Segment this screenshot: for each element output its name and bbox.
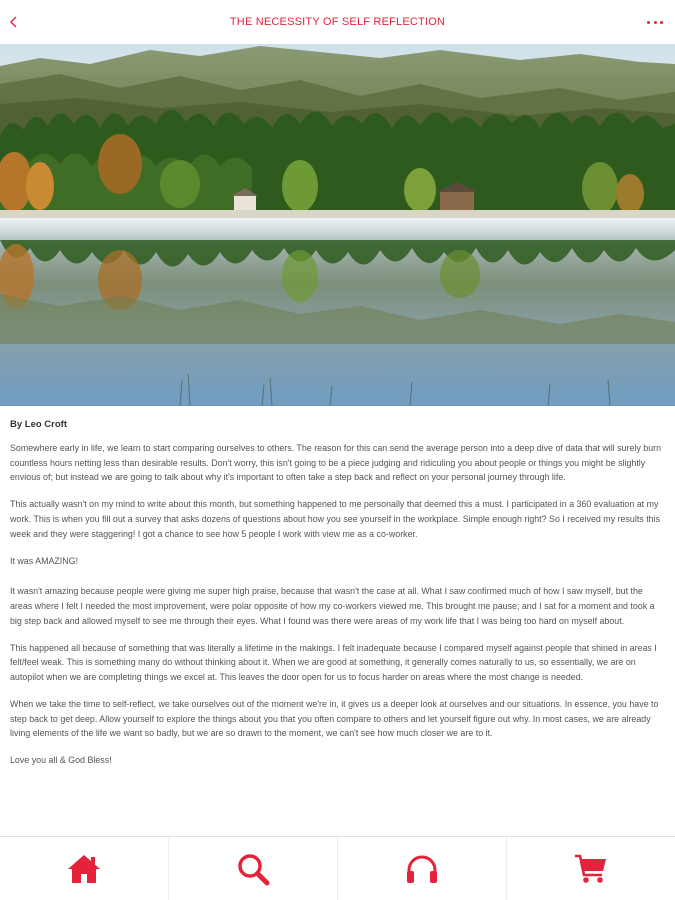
article-paragraph: This actually wasn't on my mind to write about this month, but something happened to me personally that deemed this a must. I participated in a 360 evaluation at my work. This is when you fill out a survey that asks dozens of questions about how you see yourself in the workplace. Simple enough right? So I received my results this week and they were staggering! I got a chance to see how 5 people I work with view me as a co-worker. bbox=[10, 499, 661, 539]
article-paragraph: This happened all because of something that was literally a lifetime in the makings. I felt inadequate because I compared myself against people that shined in areas I felt/feel weak. This is something many do without thinking about it. When we are good at something, it generally comes naturally to us, so essentially, we are on autopilot when we are completing things we excel at. This leaves the door open for us to focus harder on areas where the most change is needed. bbox=[10, 642, 657, 682]
article-paragraph: It was AMAZING! bbox=[10, 555, 79, 566]
author-byline: By Leo Croft bbox=[10, 419, 67, 430]
shopping-cart-icon bbox=[574, 853, 608, 885]
nav-audio[interactable] bbox=[338, 837, 507, 900]
search-icon bbox=[236, 852, 270, 886]
back-button[interactable] bbox=[4, 12, 24, 32]
hero-image bbox=[0, 44, 675, 406]
chevron-left-icon bbox=[9, 16, 19, 28]
article-body bbox=[0, 406, 675, 836]
top-bar bbox=[0, 0, 675, 44]
page-title: THE NECESSITY OF SELF REFLECTION bbox=[229, 16, 446, 28]
headphones-icon bbox=[405, 853, 439, 885]
bottom-navigation bbox=[0, 836, 675, 900]
nav-search[interactable] bbox=[169, 837, 338, 900]
nav-cart[interactable] bbox=[507, 837, 675, 900]
article-paragraph: When we take the time to self-reflect, we take ourselves out of the moment we're in, it gives us a deeper look at ourselves and our situations. In essence, you have to step back to get deep. Allow yourself to explore the things about you that you often compare to others and let yourself figure out why. In most cases, we are already living elements of the life we want so badly, but we are so drawn to the moment, we can't see how much closer we are to it. bbox=[10, 699, 659, 739]
article-paragraph: Somewhere early in life, we learn to start comparing ourselves to others. The reason for this can send the average person into a deep dive of data that will surely burn countless hours netting less than desirable results. Don't worry, this isn't going to be a piece judging and ridiculing you about people or things you might be slightly envious of; but instead we are going to talk about why it's important to often take a step back and reflect on your personal journey through life. bbox=[10, 443, 662, 483]
article-paragraph: Love you all & God Bless! bbox=[10, 755, 112, 766]
more-button[interactable] bbox=[647, 16, 663, 28]
home-icon bbox=[67, 853, 101, 885]
more-horizontal-icon bbox=[647, 21, 650, 24]
article-paragraph: It wasn't amazing because people were giving me super high praise, because that wasn't the case at all. What I saw confirmed much of how I saw myself, but the areas where I felt I needed the most improvement, were polar opposite of how my co-workers viewed me. This brought me pause; and I sat for a moment and took a big step back and allowed myself to see me through their eyes. What I found was there were areas of my work life that I was being too hard on myself about. bbox=[10, 586, 655, 626]
nav-home[interactable] bbox=[0, 837, 169, 900]
